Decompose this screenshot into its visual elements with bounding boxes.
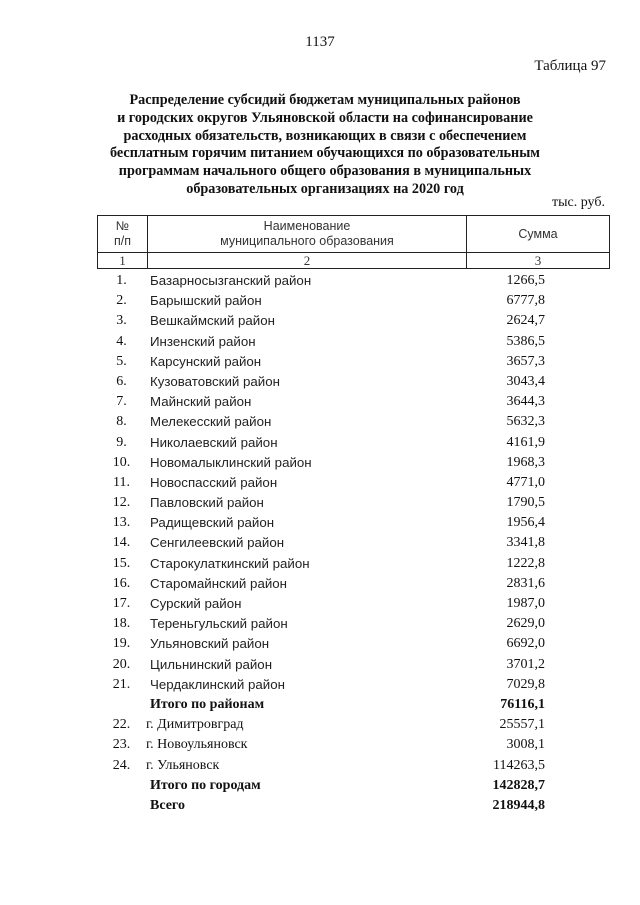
title-line: и городских округов Ульяновской области на софинансирование — [117, 109, 533, 126]
table-row — [0, 373, 640, 393]
municipality-name: Старокулаткинский район — [150, 555, 310, 571]
row-number: 9. — [116, 434, 127, 450]
amount-value: 1987,0 — [506, 596, 545, 611]
table-row — [0, 292, 640, 312]
row-number: 14. — [112, 535, 131, 551]
amount-value: 3644,3 — [506, 394, 545, 410]
municipality-name: Сенгилеевский район — [150, 535, 285, 551]
table-label: Таблица 97 — [534, 58, 606, 74]
row-number: 6. — [116, 373, 127, 389]
table-row — [0, 635, 640, 655]
municipality-name: Цильнинский район — [150, 656, 273, 672]
units-label: тыс. руб. — [552, 195, 605, 210]
row-number: 18. — [112, 616, 131, 632]
total-row — [0, 797, 640, 817]
amount-value: 3043,4 — [506, 373, 545, 389]
municipality-name: Вешкаймский район — [150, 313, 275, 329]
amount-value: 3657,3 — [506, 353, 545, 369]
row-number: 20. — [112, 656, 131, 672]
total-label: Итого по районам — [150, 696, 265, 712]
table-row — [0, 393, 640, 413]
column-header-name: Наименование муниципального образования — [148, 216, 467, 253]
amount-value: 2831,6 — [506, 575, 545, 591]
table-row — [0, 676, 640, 696]
municipality-name: Инзенский район — [150, 333, 256, 349]
total-value: 142828,7 — [492, 777, 545, 793]
row-number: 1. — [116, 273, 127, 288]
amount-value: 2629,0 — [506, 616, 545, 632]
title-line: образовательных организациях на 2020 год — [186, 180, 464, 197]
total-value: 218944,8 — [492, 797, 545, 813]
table-row — [0, 575, 640, 595]
municipality-name: Ульяновский район — [150, 636, 270, 652]
municipality-name: Чердаклинский район — [150, 676, 285, 692]
table-row — [0, 333, 640, 353]
municipality-name: г. Димитровград — [146, 717, 244, 733]
amount-value: 5386,5 — [506, 333, 545, 349]
municipality-name: Кузоватовский район — [150, 373, 280, 389]
amount-value: 4161,9 — [506, 434, 545, 450]
municipality-name: Новомалыклинский район — [150, 454, 312, 470]
title-line: Распределение субсидий бюджетам муниципальных районов — [129, 92, 521, 108]
row-number: 21. — [112, 676, 131, 692]
table-row — [0, 757, 640, 777]
amount-value: 1790,5 — [506, 495, 545, 511]
municipality-name: г. Новоульяновск — [146, 737, 248, 753]
amount-value: 3008,1 — [506, 737, 545, 753]
title-line: программам начального общего образования в муниципальных — [118, 163, 532, 180]
municipality-name: Майнский район — [150, 394, 252, 410]
amount-value: 2624,7 — [506, 313, 545, 329]
amount-value: 25557,1 — [499, 717, 545, 733]
table-row — [0, 312, 640, 332]
table-row — [0, 353, 640, 373]
document-title — [95, 92, 555, 199]
page-number: 1137 — [305, 34, 335, 50]
row-number: 16. — [112, 575, 131, 591]
column-index: 3 — [467, 253, 610, 269]
municipality-name: Павловский район — [150, 495, 264, 511]
total-row — [0, 777, 640, 797]
table-row — [0, 413, 640, 433]
amount-value: 3341,8 — [506, 535, 545, 551]
table-header — [97, 215, 610, 269]
total-label: Всего — [150, 797, 185, 813]
table-row — [0, 494, 640, 514]
amount-value: 1956,4 — [506, 515, 545, 531]
amount-value: 1222,8 — [506, 555, 545, 571]
table-row — [0, 454, 640, 474]
municipality-name: Карсунский район — [150, 353, 262, 369]
row-number: 22. — [112, 717, 131, 733]
row-number: 23. — [112, 737, 131, 753]
table-row — [0, 595, 640, 615]
title-line: бесплатным горячим питанием обучающихся по образовательным — [110, 145, 540, 162]
column-index: 1 — [98, 253, 148, 269]
column-header-number: № п/п — [98, 216, 148, 253]
amount-value: 6692,0 — [506, 636, 545, 652]
municipality-name: Новоспасский район — [150, 474, 278, 490]
row-number: 11. — [113, 474, 130, 490]
amount-value: 4771,0 — [506, 474, 545, 490]
amount-value: 6777,8 — [506, 293, 545, 309]
municipality-name: г. Ульяновск — [146, 757, 220, 773]
title-line: расходных обязательств, возникающих в связи с обеспечением — [123, 127, 527, 144]
table-row — [0, 534, 640, 554]
table-body — [0, 272, 640, 817]
municipality-name: Тереньгульский район — [150, 616, 288, 632]
total-row — [0, 696, 640, 716]
row-number: 4. — [116, 333, 127, 349]
row-number: 12. — [112, 495, 131, 511]
amount-value: 7029,8 — [506, 676, 545, 692]
row-number: 19. — [112, 636, 131, 652]
amount-value: 3701,2 — [506, 656, 545, 672]
row-number: 13. — [112, 515, 131, 531]
row-number: 8. — [116, 414, 127, 430]
amount-value: 1266,5 — [506, 273, 545, 288]
amount-value: 114263,5 — [493, 757, 545, 773]
total-label: Итого по городам — [150, 777, 261, 793]
row-number: 5. — [116, 353, 127, 369]
municipality-name: Радищевский район — [150, 515, 275, 531]
municipality-name: Сурский район — [150, 596, 242, 611]
municipality-name: Барышский район — [150, 293, 262, 309]
table-row — [0, 736, 640, 756]
table-row — [0, 514, 640, 534]
row-number: 10. — [112, 454, 131, 470]
table-row — [0, 615, 640, 635]
amount-value: 1968,3 — [506, 454, 545, 470]
total-value: 76116,1 — [500, 696, 545, 712]
row-number: 2. — [116, 293, 127, 309]
municipality-name: Николаевский район — [150, 434, 278, 450]
row-number: 15. — [112, 555, 131, 571]
row-number: 24. — [112, 757, 131, 773]
column-header-sum: Сумма — [467, 216, 610, 253]
row-number: 17. — [112, 596, 131, 611]
table-row — [0, 716, 640, 736]
table-row — [0, 656, 640, 676]
table-row — [0, 272, 640, 292]
table-row — [0, 434, 640, 454]
row-number: 3. — [116, 313, 127, 329]
municipality-name: Старомайнский район — [150, 575, 288, 591]
municipality-name: Базарносызганский район — [150, 273, 312, 288]
table-row — [0, 474, 640, 494]
municipality-name: Мелекесский район — [150, 414, 272, 430]
amount-value: 5632,3 — [506, 414, 545, 430]
table-row — [0, 555, 640, 575]
column-index: 2 — [148, 253, 467, 269]
row-number: 7. — [116, 394, 127, 410]
